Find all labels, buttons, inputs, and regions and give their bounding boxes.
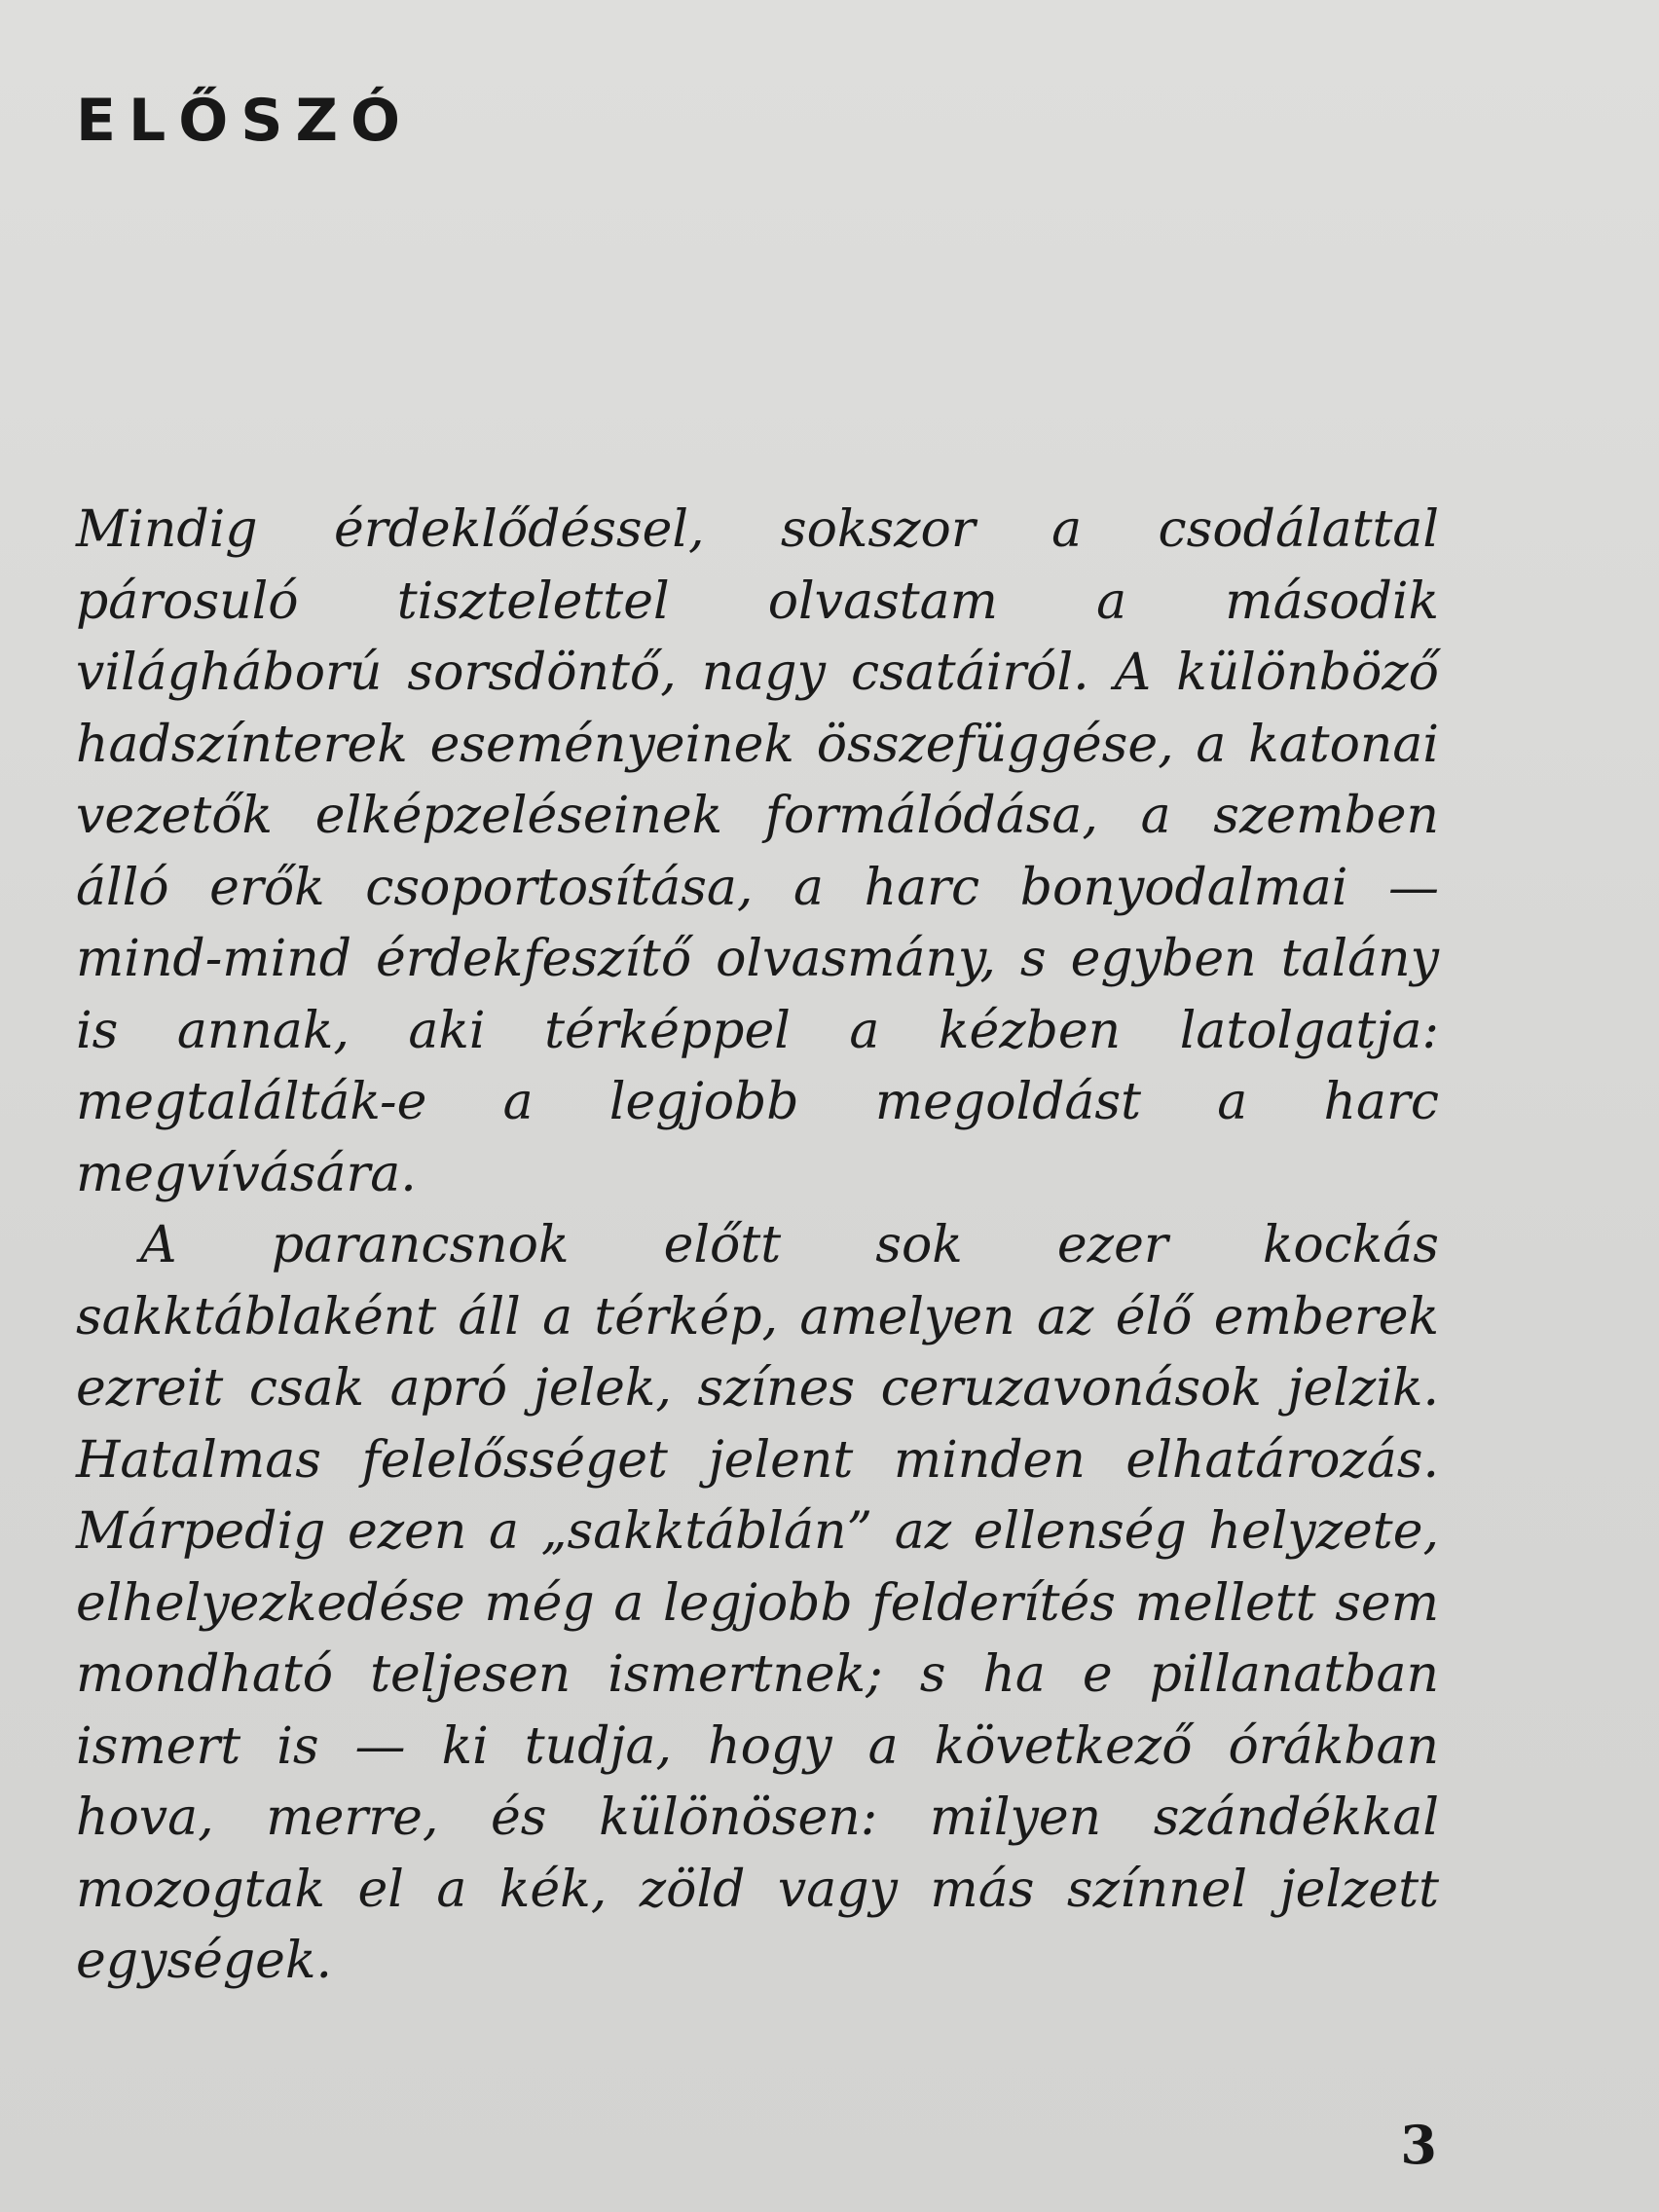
paragraph-1: Mindig érdeklődéssel, sokszor a csodálattal párosuló tisztelettel olvastam a második világháború sorsdöntő, nagy csatáiról. A különböző hadszínterek eseményeinek összefüggése, a katonai vezetők elképzeléseinek formálódása, a szemben álló erők csoportosítása, a harc bonyodalmai — mind-mind érdekfeszítő olvasmány, s egyben talány is annak, aki térképpel a kézben latolgatja: megtalálták-e a legjobb megoldást a harc megvívására. bbox=[76, 500, 1439, 1203]
body-text bbox=[76, 495, 1439, 1998]
paragraph-2: A parancsnok előtt sok ezer kockás sakktáblaként áll a térkép, amelyen az élő emberek ezreit csak apró jelek, színes ceruzavonások jelzik. Hatalmas felelősséget jelent minden elhatározás. Márpedig ezen a „sakktáblán” az ellenség helyzete, elhelyezkedése még a legjobb felderítés mellett sem mondható teljesen ismertnek; s ha e pillanatban ismert is — ki tudja, hogy a következő órákban hova, merre, és különösen: milyen szándékkal mozogtak el a kék, zöld vagy más színnel jelzett egységek. bbox=[76, 1216, 1439, 1990]
page-number: 3 bbox=[1400, 2114, 1437, 2176]
chapter-heading: ELŐSZÓ bbox=[76, 87, 413, 155]
